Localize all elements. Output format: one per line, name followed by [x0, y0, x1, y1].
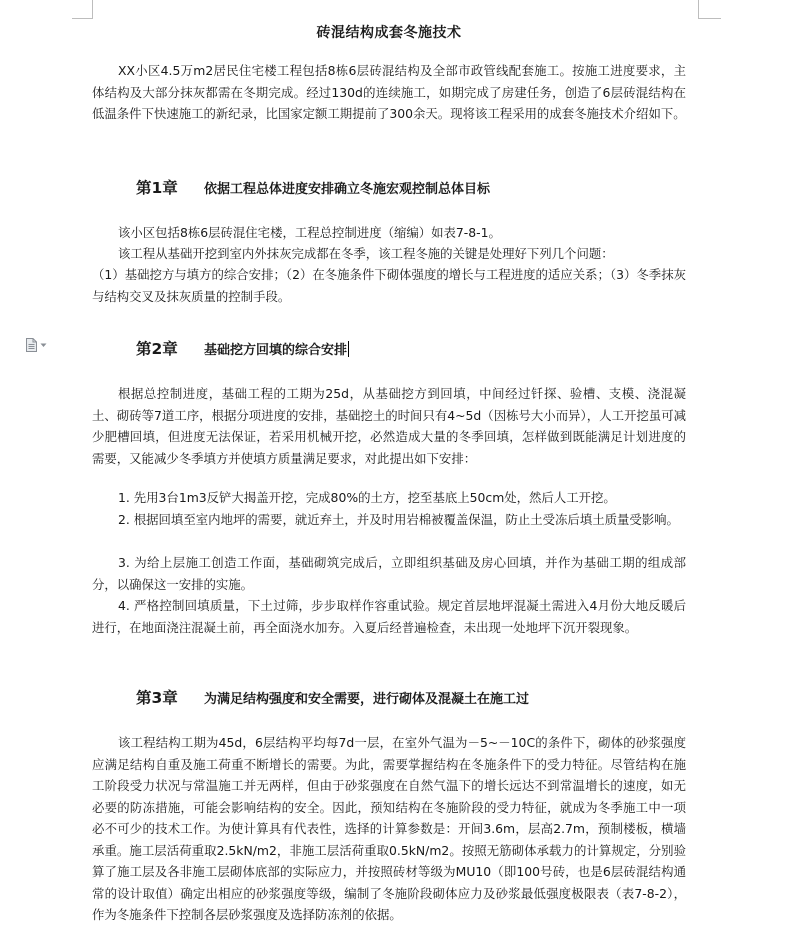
text-cursor	[348, 341, 349, 357]
chapter-title: 依据工程总体进度安排确立冬施宏观控制总体目标	[204, 182, 491, 197]
chapter-number: 第1章	[136, 179, 178, 197]
chapter-title: 基础挖方回填的综合安排	[204, 343, 348, 358]
chapter-2-heading	[136, 337, 349, 357]
list-item: 3. 为给上层施工创造工作面，基础砌筑完成后，立即组织基础及房心回填，并作为基础工期的组成部分，以确保这一安排的实施。	[92, 555, 686, 592]
chapter-number: 第2章	[136, 340, 178, 358]
chapter-1-heading	[136, 176, 490, 196]
page-corner-mark-right	[698, 0, 721, 19]
intro-paragraph: XX小区4.5万m2居民住宅楼工程包括8栋6层砖混结构及全部市政管线配套施工。按施工进度要求，主体结构及大部分抹灰都需在冬期完成。经过130d的连续施工，如期完成了房建任务，创造了6层砖混结构在低温条件下快速施工的新纪录，比国家定额工期提前了300余天。现将该工程采用的成套冬施技术介绍如下。	[92, 63, 686, 121]
layout-options-button[interactable]	[26, 337, 54, 353]
body-paragraph: 根据总控制进度，基础工程的工期为25d，从基础挖方到回填，中间经过钎探、验槽、支模、浇混凝土、砌砖等7道工序，根据分项进度的安排，基础挖土的时间只有4~5d（因栋号大小而异），人工开挖虽可减少肥槽回填，但进度无法保证，若采用机械开挖，必然造成大量的冬季回填，怎样做到既能满足计划进度的需要，又能减少冬季填方并使填方质量满足要求，对此提出如下安排：	[92, 386, 686, 466]
document-icon	[26, 338, 37, 352]
document-title: 砖混结构成套冬施技术	[316, 25, 462, 41]
chevron-down-icon	[40, 343, 47, 348]
list-item: 1. 先用3台1m3反铲大揭盖开挖，完成80%的土方，挖至基底上50cm处，然后人工开挖。	[118, 490, 616, 505]
list-item: 2. 根据回填至室内地坪的需要，就近弃土，并及时用岩棉被覆盖保温，防止土受冻后填土质量受影响。	[118, 512, 679, 527]
body-paragraph: 该工程从基础开挖到室内外抹灰完成都在冬季，该工程冬施的关键是处理好下列几个问题：	[118, 246, 614, 261]
chapter-3-heading	[136, 686, 529, 706]
list-item: 4. 严格控制回填质量，下土过筛，步步取样作容重试验。规定首层地坪混凝土需进入4月份大地反暖后进行，在地面浇注混凝土前，再全面浇水加夯。入夏后经普遍检查，未出现一处地坪下沉开裂现象。	[92, 598, 686, 635]
chapter-title: 为满足结构强度和安全需要，进行砌体及混凝土在施工过	[204, 692, 530, 707]
body-paragraph: 该小区包括8栋6层砖混住宅楼，工程总控制进度（缩编）如表7-8-1。	[118, 225, 501, 240]
body-paragraph: 该工程结构工期为45d，6层结构平均每7d一层，在室外气温为－5~－10C的条件下，砌体的砂浆强度应满足结构自重及施工荷重不断增长的需要。为此，需要掌握结构在冬施条件下的受力特征。尽管结构在施工阶段受力状况与常温施工并无两样，但由于砂浆强度在自然气温下的增长远达不到常温增长的速度，如无必要的防冻措施，可能会影响结构的安全。因此，预知结构在冬施阶段的受力特征，就成为冬季施工中一项必不可少的技术工作。为使计算具有代表性，选择的计算参数是：开间3.6m，层高2.7m，预制楼板，横墙承重。施工层活荷重取2.5kN/m2，非施工层活荷重取0.5kN/m2。按照无筋砌体承载力的计算规定，分别验算了施工层及各非施工层砌体底部的实际应力，并按照砖材等级为MU10（即100号砖，也是6层砖混结构通常的设计取值）确定出相应的砂浆强度等级，编制了冬施阶段砌体应力及砂浆最低强度极限表（表7-8-2），作为冬施条件下控制各层砂浆强度及选择防冻剂的依据。	[92, 735, 686, 922]
chapter-number: 第3章	[136, 689, 178, 707]
page-corner-mark-left	[72, 0, 93, 19]
body-paragraph: （1）基础挖方与填方的综合安排；（2）在冬施条件下砌体强度的增长与工程进度的适应关系；（3）冬季抹灰与结构交叉及抹灰质量的控制手段。	[92, 267, 686, 304]
